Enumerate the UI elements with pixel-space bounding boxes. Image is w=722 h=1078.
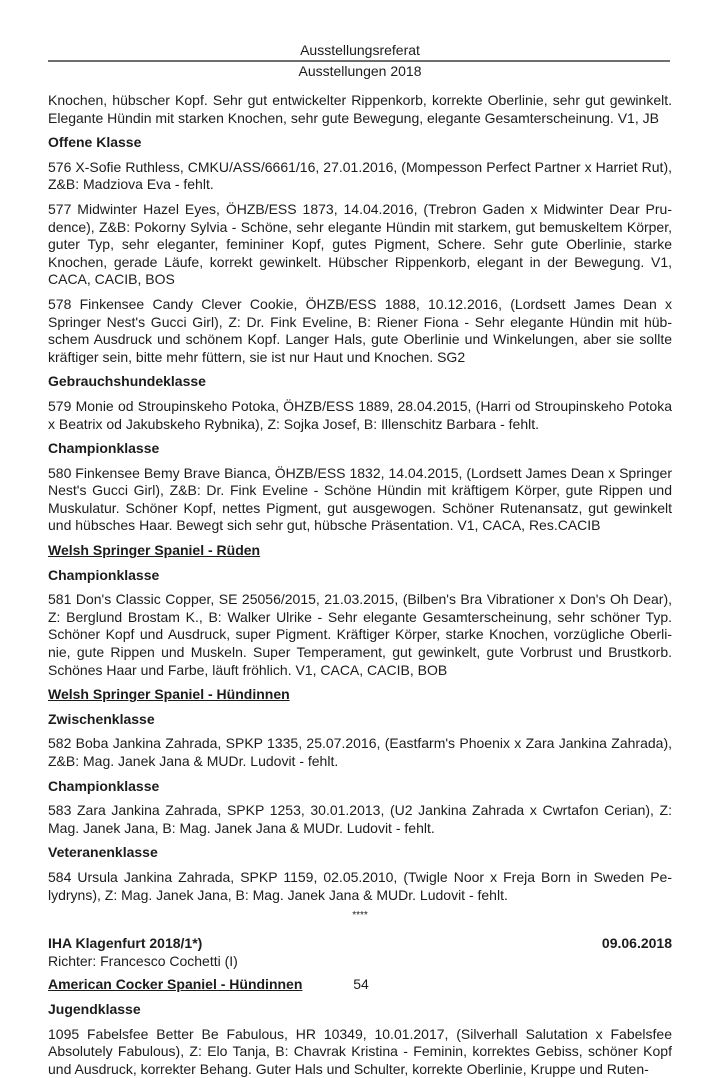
class-heading-veteranenklasse: Veteranenklasse (48, 844, 158, 861)
page-number: 54 (353, 976, 369, 992)
section-separator: **** (352, 910, 368, 922)
class-heading-gebrauchshundeklasse: Gebrauchshundeklasse (48, 373, 206, 390)
dog-entry-578: 578 Finkensee Candy Clever Cookie, ÖHZB/ESS 1888, 10.12.2016, (Lordsett James Dean x Springer Nest's Gucci Girl), Z: Dr. Fink Eveline, B: Riener Fiona - Sehr elegante Hündin mit hübschem Ausdruck und schönem Kopf. Langer Hals, gute Oberlinie und Winkelungen, aber sie sollte kräftiger sein, bitte mehr füttern, sie ist nur Haut und Knochen. SG2 (48, 295, 672, 365)
breed-heading-welsh-rueden: Welsh Springer Spaniel - Rüden (48, 542, 261, 559)
dog-entry-583: 583 Zara Jankina Zahrada, SPKP 1253, 30.01.2013, (U2 Jankina Zahrada x Cwrtafon Cerian), Z: Mag. Janek Jana, B: Mag. Janek Jana & MUDr. Ludovit - fehlt. (48, 802, 672, 836)
dog-entry-580: 580 Finkensee Bemy Brave Bianca, ÖHZB/ESS 1832, 14.04.2015, (Lordsett James Dean x Springer Nest's Gucci Girl), Z&B: Dr. Fink Eveline - Schöne Hündin mit kräftigem Körper, gute Rippen und Muskulatur. Schöner Kopf, nettes Pigment, gut ausgewogen. Schöner Rutenansatz, gut gewinkelt und hübsches Haar. Bewegt sich sehr gut, hübsche Präsentation. V1, CACA, Res.CACIB (48, 464, 672, 534)
class-heading-championklasse: Championklasse (48, 566, 160, 583)
document-body (48, 92, 672, 1078)
dog-entry-582: 582 Boba Jankina Zahrada, SPKP 1335, 25.07.2016, (Eastfarm's Phoenix x Zara Jankina Zahrada), Z&B: Mag. Janek Jana & MUDr. Ludovit - fehlt. (48, 735, 672, 769)
class-heading-zwischenklasse: Zwischenklasse (48, 710, 155, 727)
class-heading-championklasse: Championklasse (48, 440, 160, 457)
running-header-subtitle: Ausstellungen 2018 (298, 63, 422, 79)
breed-heading-welsh-huendinnen: Welsh Springer Spaniel - Hündinnen (48, 686, 290, 703)
dog-entry-577: 577 Midwinter Hazel Eyes, ÖHZB/ESS 1873, 14.04.2016, (Trebron Gaden x Midwinter Dear Prudence), Z&B: Pokorny Sylvia - Schöne, sehr elegante Hündin mit starkem, gut bemuskeltem Körper, guter Typ, sehr eleganter, femininer Kopf, gutes Pigment, Schere. Sehr gute Oberlinie, starke Knochen, gerade Läufe, korrekt gewinkelt. Hübscher Rippenkorb, elegant in der Bewegung. V1, CACA, CACIB, BOS (48, 200, 672, 288)
dog-entry-581: 581 Don's Classic Copper, SE 25056/2015, 21.03.2015, (Bilben's Bra Vibrationer x Don's Oh Dear), Z: Berglund Brostam K., B: Walker Ulrike - Sehr elegante Gesamterscheinung, sehr schöner Typ. Schöner Kopf und Ausdruck, super Pigment. Kräftiger Körper, starke Knochen, vorzügliche Oberlinie, gute Rippen und Muskeln. Super Temperament, gut gewinkelt, gute Vorbrust und Brustkorb. Schönes Haar und Farbe, läuft fröhlich. V1, CACA, CACIB, BOB (48, 591, 672, 678)
show-header (48, 935, 672, 953)
class-heading-offene-klasse: Offene Klasse (48, 134, 142, 151)
dog-entry-579: 579 Monie od Stroupinskeho Potoka, ÖHZB/ESS 1889, 28.04.2015, (Harri od Stroupinskeho Potoka x Beatrix od Jakubskeho Rybnika), Z: Sojka Josef, B: Illenschitz Barbara - fehlt. (48, 397, 672, 432)
dog-entry-584: 584 Ursula Jankina Zahrada, SPKP 1159, 02.05.2010, (Twigle Noor x Freja Born in Sweden Pelydryns), Z: Mag. Janek Jana, B: Mag. Janek Jana & MUDr. Ludovit - fehlt. (48, 868, 672, 903)
breed-heading-american-cocker-huendinnen: American Cocker Spaniel - Hündinnen (48, 976, 303, 993)
document-page (48, 42, 672, 1078)
class-heading-jugendklasse: Jugendklasse (48, 1000, 141, 1017)
judge-line: Richter: Francesco Cochetti (I) (48, 952, 238, 969)
class-heading-championklasse: Championklasse (48, 777, 160, 794)
show-date: 09.06.2018 (601, 935, 672, 952)
header-rule (48, 60, 670, 62)
dog-entry-576: 576 X-Sofie Ruthless, CMKU/ASS/6661/16, 27.01.2016, (Mompesson Perfect Partner x Harriet Rut), Z&B: Madziova Eva - fehlt. (48, 158, 672, 193)
dog-entry-1095: 1095 Fabelsfee Better Be Fabulous, HR 10349, 10.01.2017, (Silverhall Salutation x Fabelsfee Absolutely Fabulous), Z: Elo Tanja, B: Chavrak Kristina - Feminin, korrektes Gebiss, schöner Kopf und Ausdruck, korrekter Behang. Guter Hals und Schulter, korrekte Oberlinie, Kruppe und Ruten- (48, 1025, 672, 1077)
show-name: IHA Klagenfurt 2018/1*) (48, 935, 203, 952)
continued-paragraph: Knochen, hübscher Kopf. Sehr gut entwickelter Rippenkorb, korrekte Oberlinie, sehr gut gewinkelt. Elegante Hündin mit starken Knochen, sehr gute Bewegung, elegante Gesamterscheinung. V1, JB (48, 92, 672, 126)
running-header-title: Ausstellungsreferat (300, 42, 420, 58)
